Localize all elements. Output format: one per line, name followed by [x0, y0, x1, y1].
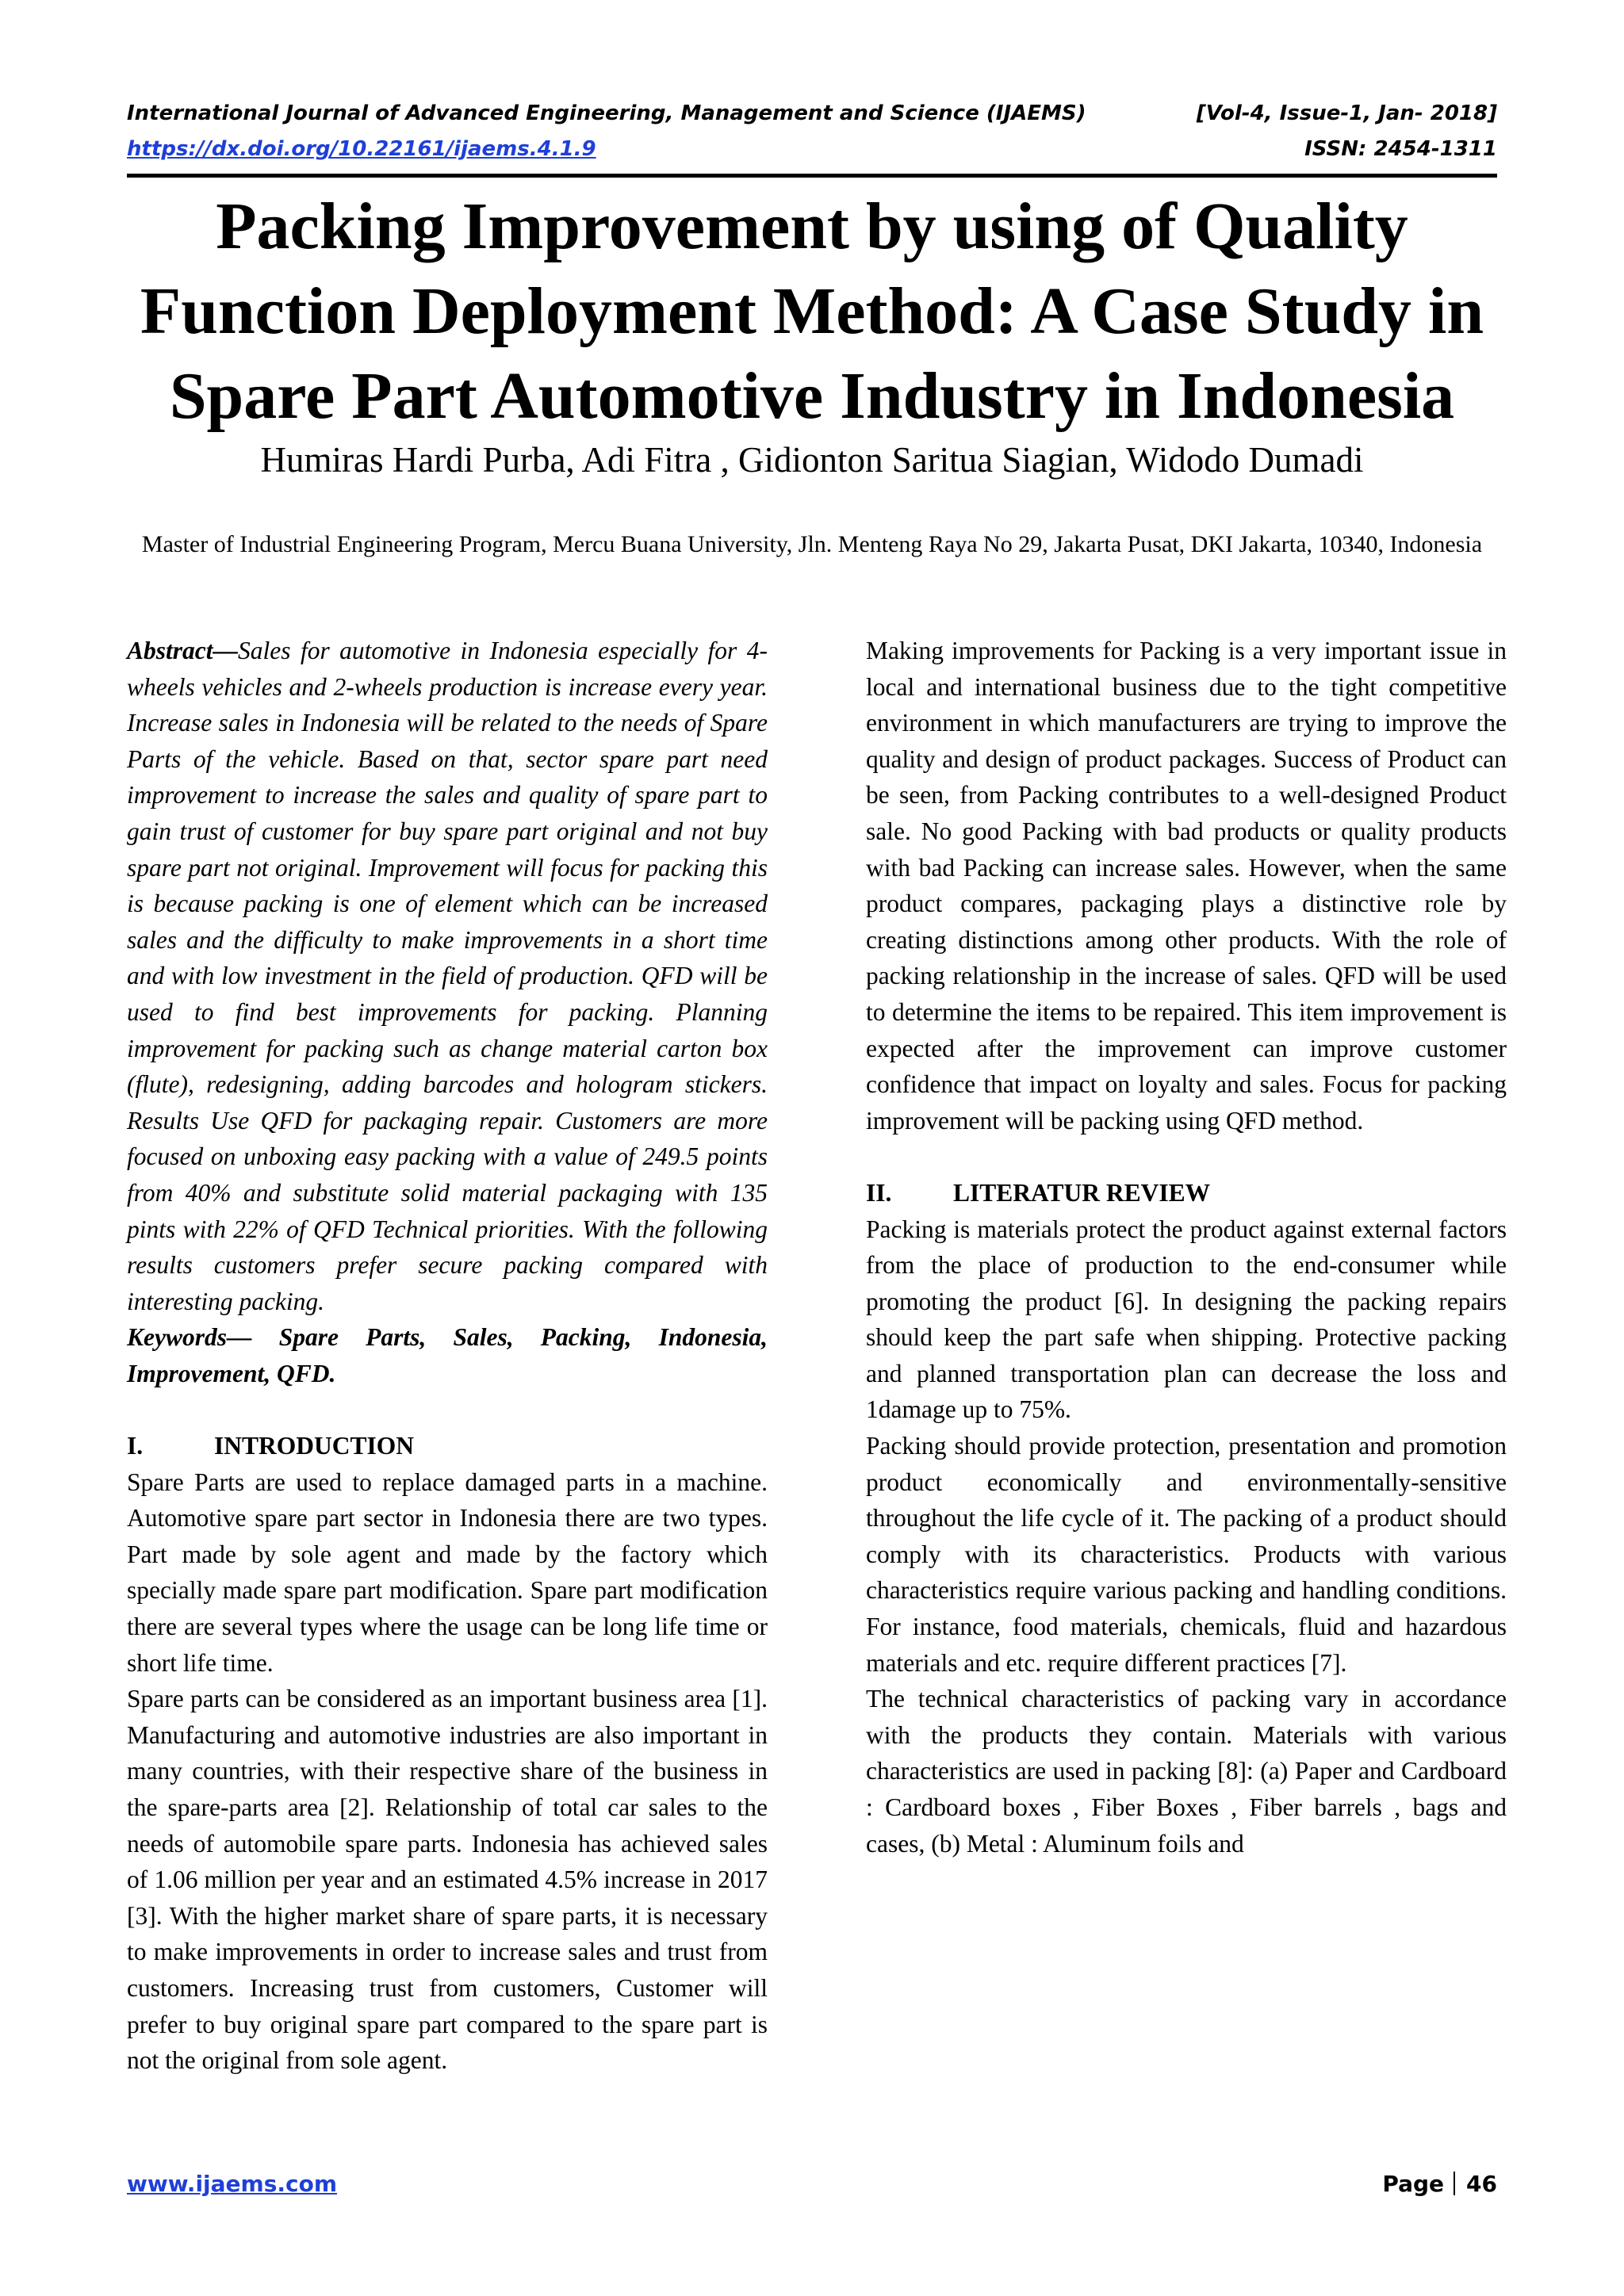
section-title: INTRODUCTION — [214, 1432, 415, 1460]
doi-link[interactable]: https://dx.doi.org/10.22161/ijaems.4.1.9 — [127, 137, 596, 161]
abstract-text: Sales for automotive in Indonesia especially for 4-wheels vehicles and 2-wheels production is increase every year. Increase sales in Indonesia will be related to the needs of Spare Parts of the vehicle. Based on that, sector spare part need improvement to increase the sales and quality of spare part to gain trust of customer for buy spare part original and not buy spare part not original. Improvement will focus for packing this is because packing is one of element which can be increased sales and the difficulty to make improvements in a short time and with low investment in the field of production. QFD will be used to find best improvements for packing. Planning improvement for packing such as change material carton box (flute), redesigning, adding barcodes and hologram stickers. Results Use QFD for packaging repair. Customers are more focused on unboxing easy packing with a value of 249.5 points from 40% and substitute solid material packaging with 135 pints with 22% of QFD Technical priorities. With the following results customers prefer secure packing compared with interesting packing. — [127, 637, 768, 1315]
section-number: II. — [866, 1178, 892, 1207]
section-heading-introduction — [127, 1428, 768, 1464]
right-column — [866, 633, 1507, 1862]
volume-issue: [Vol-4, Issue-1, Jan- 2018] — [1196, 101, 1497, 125]
review-paragraph: The technical characteristics of packing vary in accordance with the products they contain. Materials with various characteristics are used in packing [8]: (a) Paper and Cardboard : Cardboard boxes , Fiber Boxes , Fiber barrels , bags and cases, (b) Metal : Aluminum foils and — [866, 1685, 1507, 1858]
paper-title: Packing Improvement by using of Quality Function Deployment Method: A Case Study in Spare Part Automotive Industry in Indonesia — [140, 189, 1484, 433]
intro-paragraph: Spare parts can be considered as an important business area [1]. Manufacturing and automotive industries are also important in many countries, with their respective share of the business in the spare-parts area [2]. Relationship of total car sales to the needs of automobile spare parts. Indonesia has achieved sales of 1.06 million per year and an estimated 4.5% increase in 2017 [3]. With the higher market share of spare parts, it is necessary to make improvements in order to increase sales and trust from customers. Increasing trust from customers, Customer will prefer to buy original spare part compared to the spare part is not the original from sole agent. — [127, 1685, 768, 2075]
page-indicator — [1382, 2168, 1497, 2200]
affiliation: Master of Industrial Engineering Program, Mercu Buana University, Jln. Menteng Raya No 29, Jakarta Pusat, DKI Jakarta, 10340, Indonesia — [141, 531, 1483, 557]
page-footer — [127, 2168, 1497, 2200]
spacer — [127, 1391, 768, 1428]
section-heading-literature-review — [866, 1175, 1507, 1211]
page-label: Page — [1382, 2171, 1445, 2197]
header-rule — [127, 174, 1497, 178]
page-number: 46 — [1466, 2171, 1497, 2197]
journal-website-link[interactable]: www.ijaems.com — [127, 2171, 338, 2197]
review-paragraph: Packing should provide protection, presentation and promotion product economically and environmentally-sensitive throughout the life cycle of it. The packing of a product should comply with its characteristics. Products with various characteristics require various packing and handling conditions. For instance, food materials, chemicals, fluid and hazardous materials and etc. require different practices [7]. — [866, 1432, 1507, 1677]
section-title: LITERATUR REVIEW — [953, 1178, 1211, 1207]
page-separator — [1454, 2172, 1455, 2195]
intro-paragraph: Spare Parts are used to replace damaged parts in a machine. Automotive spare part sector in Indonesia there are two types. Part made by sole agent and made by the factory which specially made spare part modification. Spare part modification there are several types where the usage can be long life time or short life time. — [127, 1468, 768, 1677]
running-header-line-2 — [127, 136, 1497, 162]
author-list: Humiras Hardi Purba, Adi Fitra , Gidionton Saritua Siagian, Widodo Dumadi — [260, 440, 1364, 480]
spacer — [866, 1138, 1507, 1175]
keywords: Keywords— Spare Parts, Sales, Packing, Indonesia, Improvement, QFD. — [127, 1323, 768, 1387]
left-column — [127, 633, 768, 2079]
section-number: I. — [127, 1432, 144, 1460]
abstract — [127, 633, 768, 1319]
review-paragraph: Packing is materials protect the product against external factors from the place of production to the end-consumer while promoting the product [6]. In designing the packing repairs should keep the part safe when shipping. Protective packing and planned transportation plan can decrease the loss and 1damage up to 75%. — [866, 1215, 1507, 1424]
abstract-label: Abstract— — [127, 637, 239, 664]
journal-name: International Journal of Advanced Engineering, Management and Science (IJAEMS) — [127, 101, 1086, 125]
intro-paragraph: Making improvements for Packing is a very important issue in local and international business due to the tight competitive environment in which manufacturers are trying to improve the quality and design of product packages. Success of Product can be seen, from Packing contributes to a well-designed Product sale. No good Packing with bad products or quality products with bad Packing can increase sales. However, when the same product compares, packaging plays a distinctive role by creating distinctions among other products. With the role of packing relationship in the increase of sales. QFD will be used to determine the items to be repaired. This item improvement is expected after the improvement can improve customer confidence that impact on loyalty and sales. Focus for packing improvement will be packing using QFD method. — [866, 637, 1507, 1135]
issn: ISSN: 2454-1311 — [1304, 137, 1497, 161]
running-header-line-1 — [127, 101, 1497, 126]
